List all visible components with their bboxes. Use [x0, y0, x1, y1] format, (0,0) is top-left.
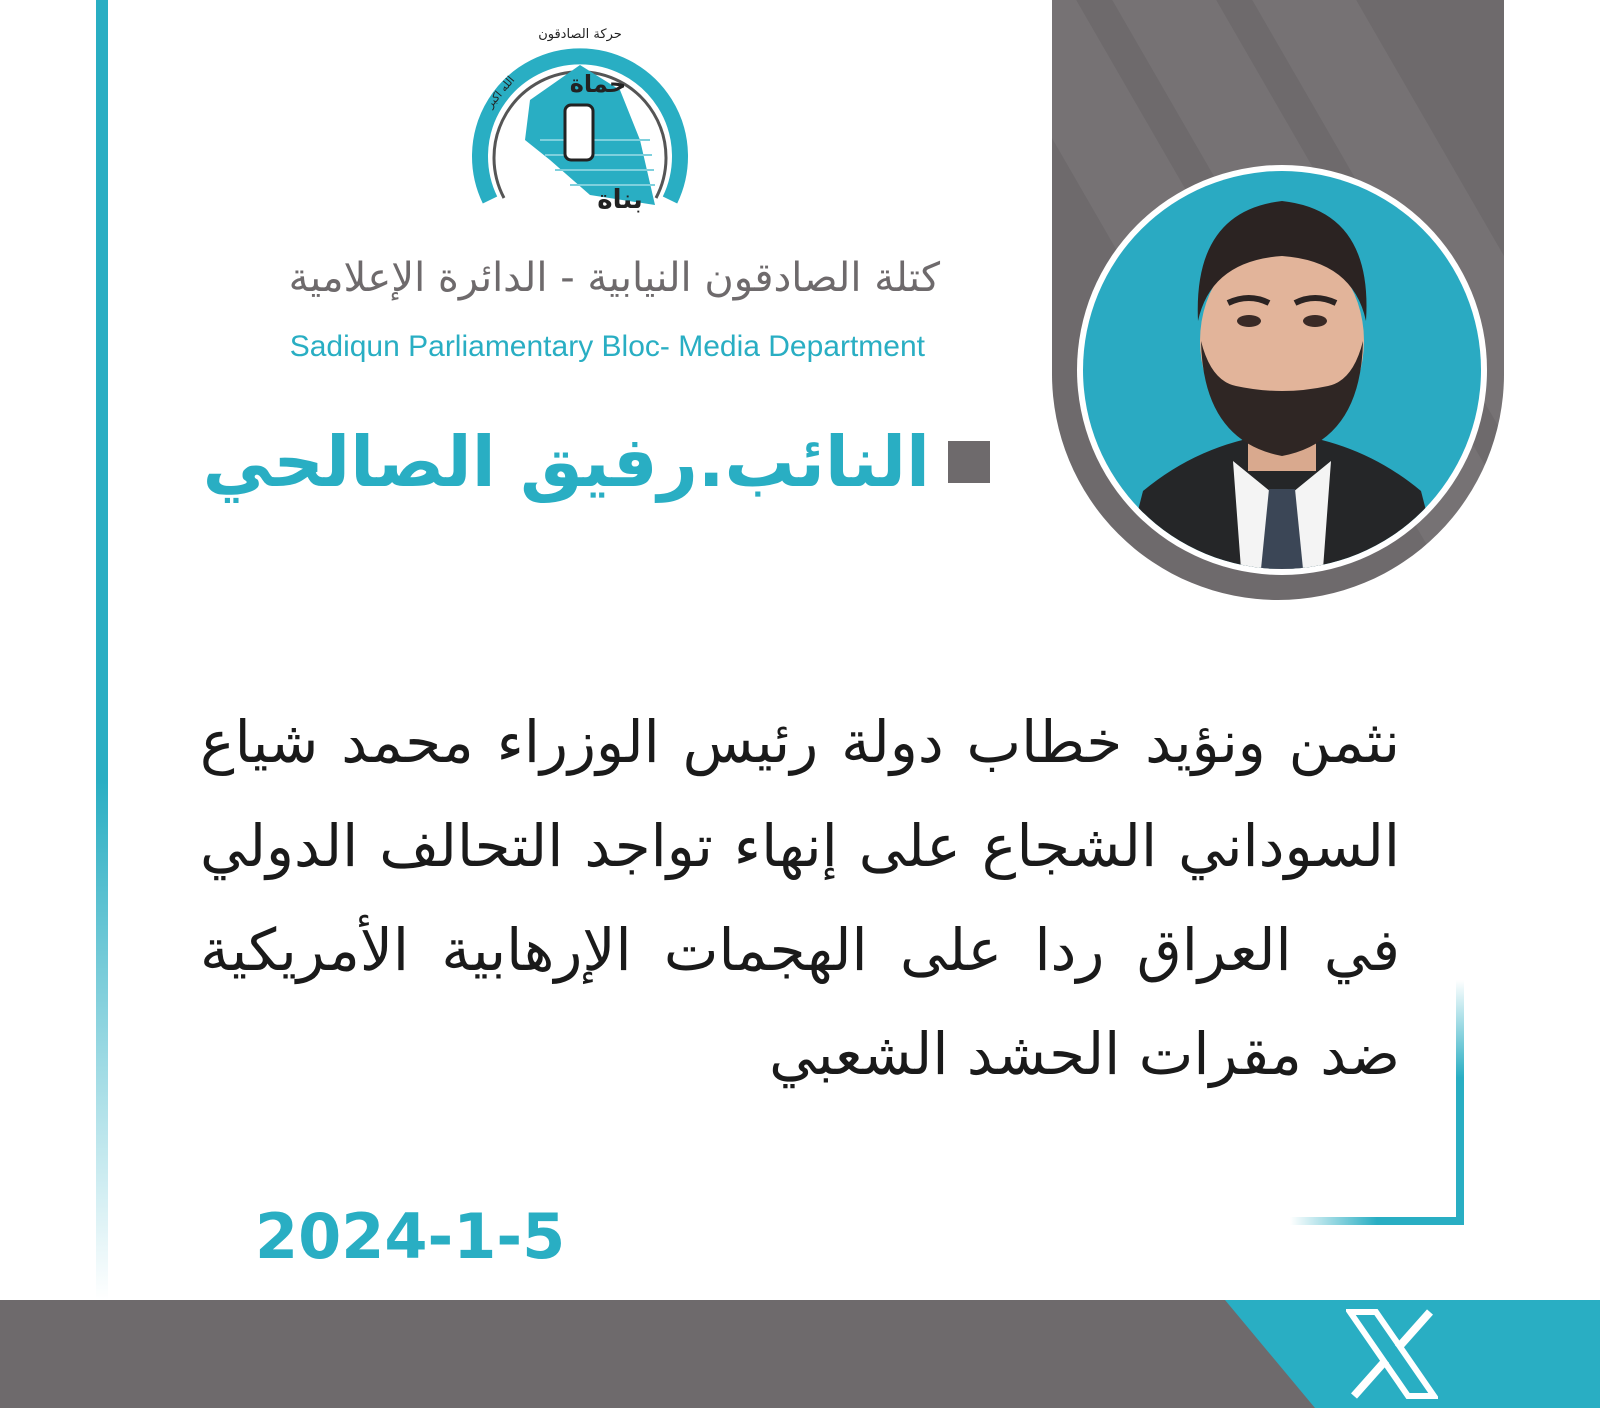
fist-iraq-map-logo-icon	[470, 20, 690, 220]
footer-bar	[0, 1300, 1600, 1408]
header-title-arabic: كتلة الصادقون النيابية - الدائرة الإعلامية	[288, 255, 940, 301]
square-bullet-icon	[948, 441, 990, 483]
person-portrait-icon	[1083, 171, 1481, 569]
logo-side-text: الله اكبر	[483, 73, 518, 111]
logo-top-word: حماة	[569, 70, 627, 98]
corner-frame-vertical	[1456, 980, 1464, 1225]
statement-text: نثمن ونؤيد خطاب دولة رئيس الوزراء محمد شياع السوداني الشجاع على إنهاء تواجد التحالف الدولي في العراق ردا على الهجمات الإرهابية الأمريكية ضد مقرات الحشد الشعبي	[200, 708, 1400, 1088]
logo-bottom-word: بناة	[597, 185, 643, 215]
logo-ring-text: حركة الصادقون	[538, 27, 622, 42]
corner-frame-horizontal	[1290, 1217, 1464, 1225]
header-title-english: Sadiqun Parliamentary Bloc- Media Department	[289, 330, 925, 363]
x-logo-icon[interactable]	[1346, 1308, 1438, 1400]
left-accent-bar	[96, 0, 108, 1300]
mp-name-row	[200, 412, 990, 512]
mp-portrait	[1083, 171, 1481, 569]
bloc-logo	[470, 20, 690, 220]
mp-name: النائب.رفيق الصالحي	[202, 421, 930, 503]
statement-date: 2024-1-5	[255, 1200, 566, 1273]
